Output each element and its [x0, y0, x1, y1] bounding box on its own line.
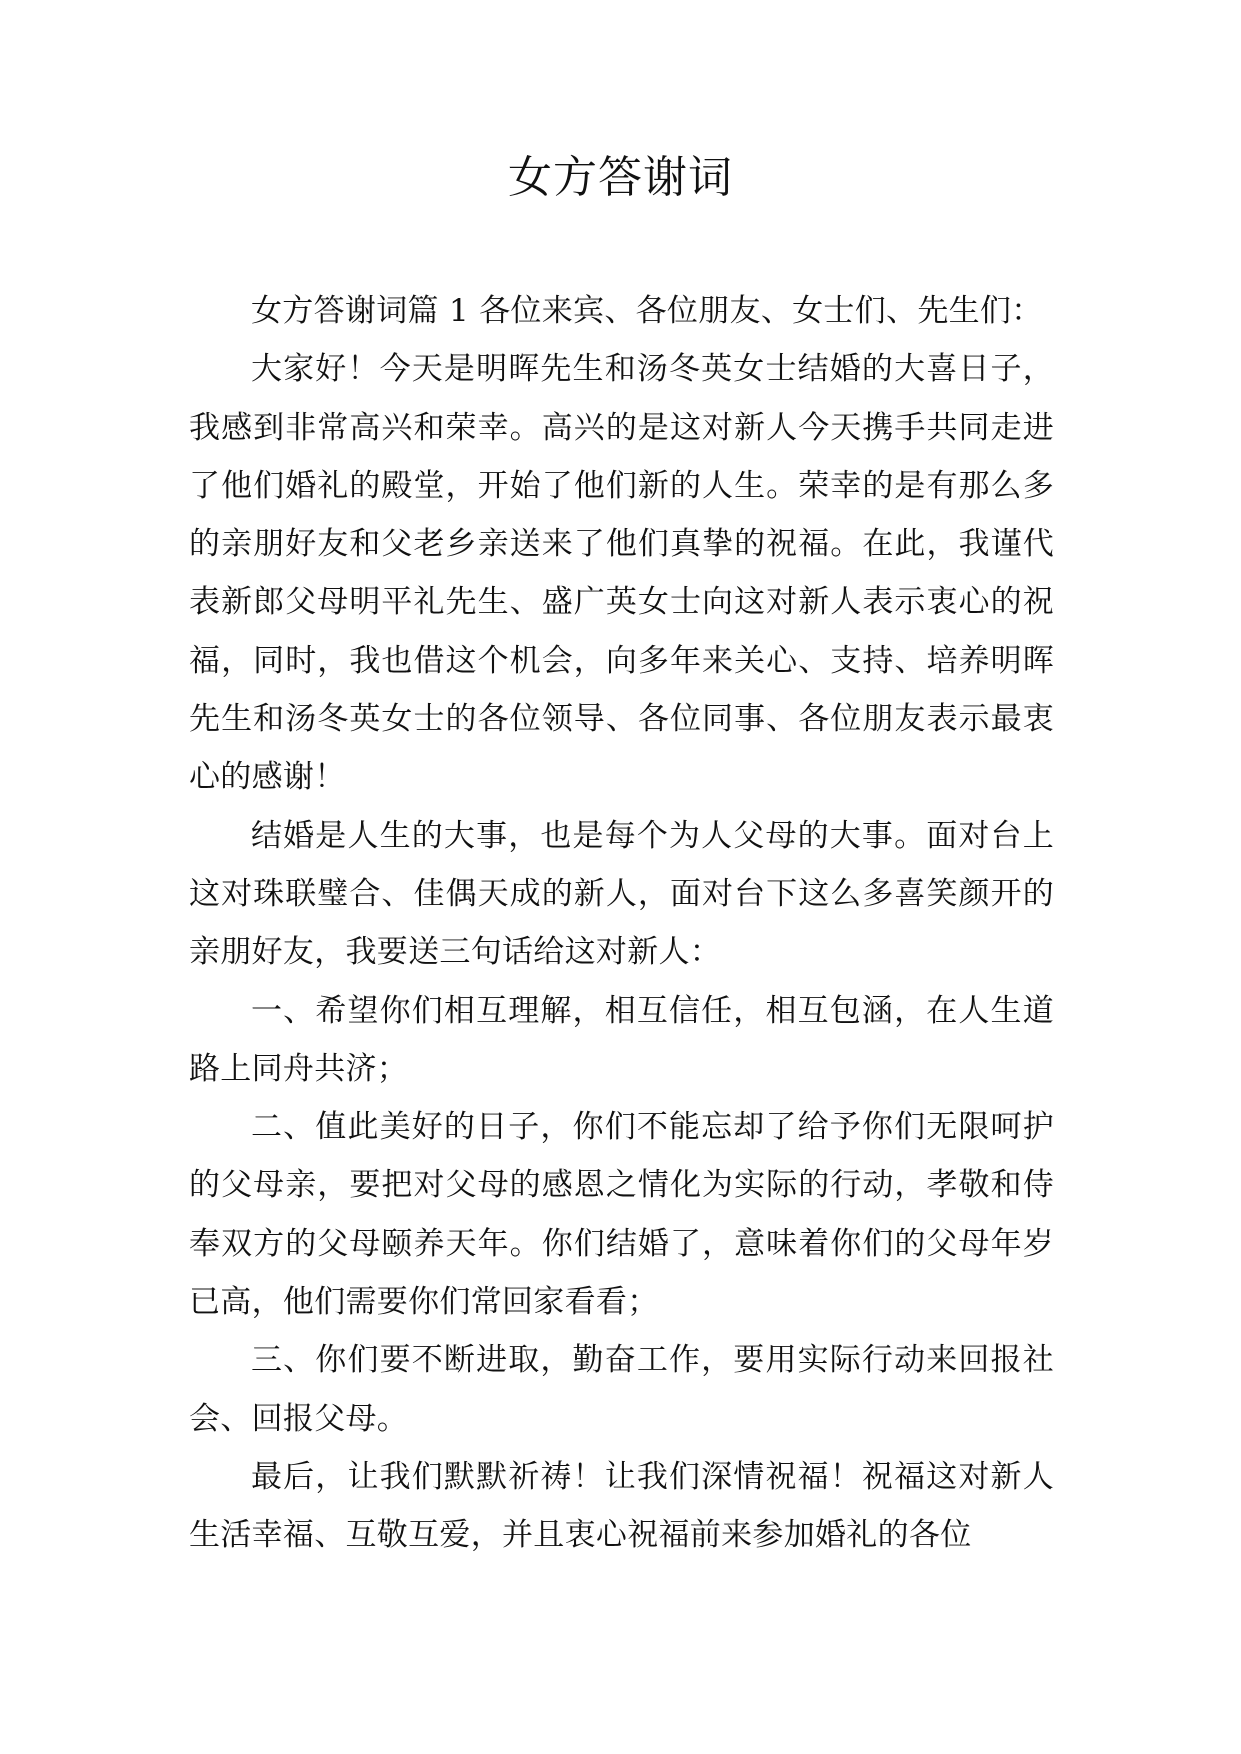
paragraph-wish-one: 一、希望你们相互理解，相互信任，相互包涵，在人生道路上同舟共济； [189, 992, 1054, 1087]
paragraph-wish-three: 三、你们要不断进取，勤奋工作，要用实际行动来回报社会、回报父母。 [189, 1342, 1054, 1437]
paragraph-wish-two: 二、值此美好的日子，你们不能忘却了给予你们无限呵护的父母亲，要把对父母的感恩之情化为实际的行动，孝敬和侍奉双方的父母颐养天年。你们结婚了，意味着你们的父母年岁已高，他们需要你们常回家看看； [189, 1109, 1054, 1321]
paragraph-closing: 最后，让我们默默祈祷！让我们深情祝福！祝福这对新人生活幸福、互敬互爱，并且衷心祝福前来参加婚礼的各位 [189, 1458, 1054, 1554]
paragraph-greeting: 大家好！今天是明晖先生和汤冬英女士结婚的大喜日子，我感到非常高兴和荣幸。高兴的是这对新人今天携手共同走进了他们婚礼的殿堂，开始了他们新的人生。荣幸的是有那么多的亲朋好友和父老乡亲送来了他们真挚的祝福。在此，我谨代表新郎父母明平礼先生、盛广英女士向这对新人表示衷心的祝福，同时，我也借这个机会，向多年来关心、支持、培养明晖先生和汤冬英女士的各位领导、各位同事、各位朋友表示最衷心的感谢！ [189, 351, 1054, 796]
document-body [189, 282, 1054, 1565]
paragraph-salutation: 女方答谢词篇 1 各位来宾、各位朋友、女士们、先生们： [251, 293, 1043, 329]
paragraph-marriage: 结婚是人生的大事，也是每个为人父母的大事。面对台上这对珠联璧合、佳偶天成的新人，面对台下这么多喜笑颜开的亲朋好友，我要送三句话给这对新人： [189, 817, 1054, 971]
document-title: 女方答谢词 [508, 152, 733, 203]
